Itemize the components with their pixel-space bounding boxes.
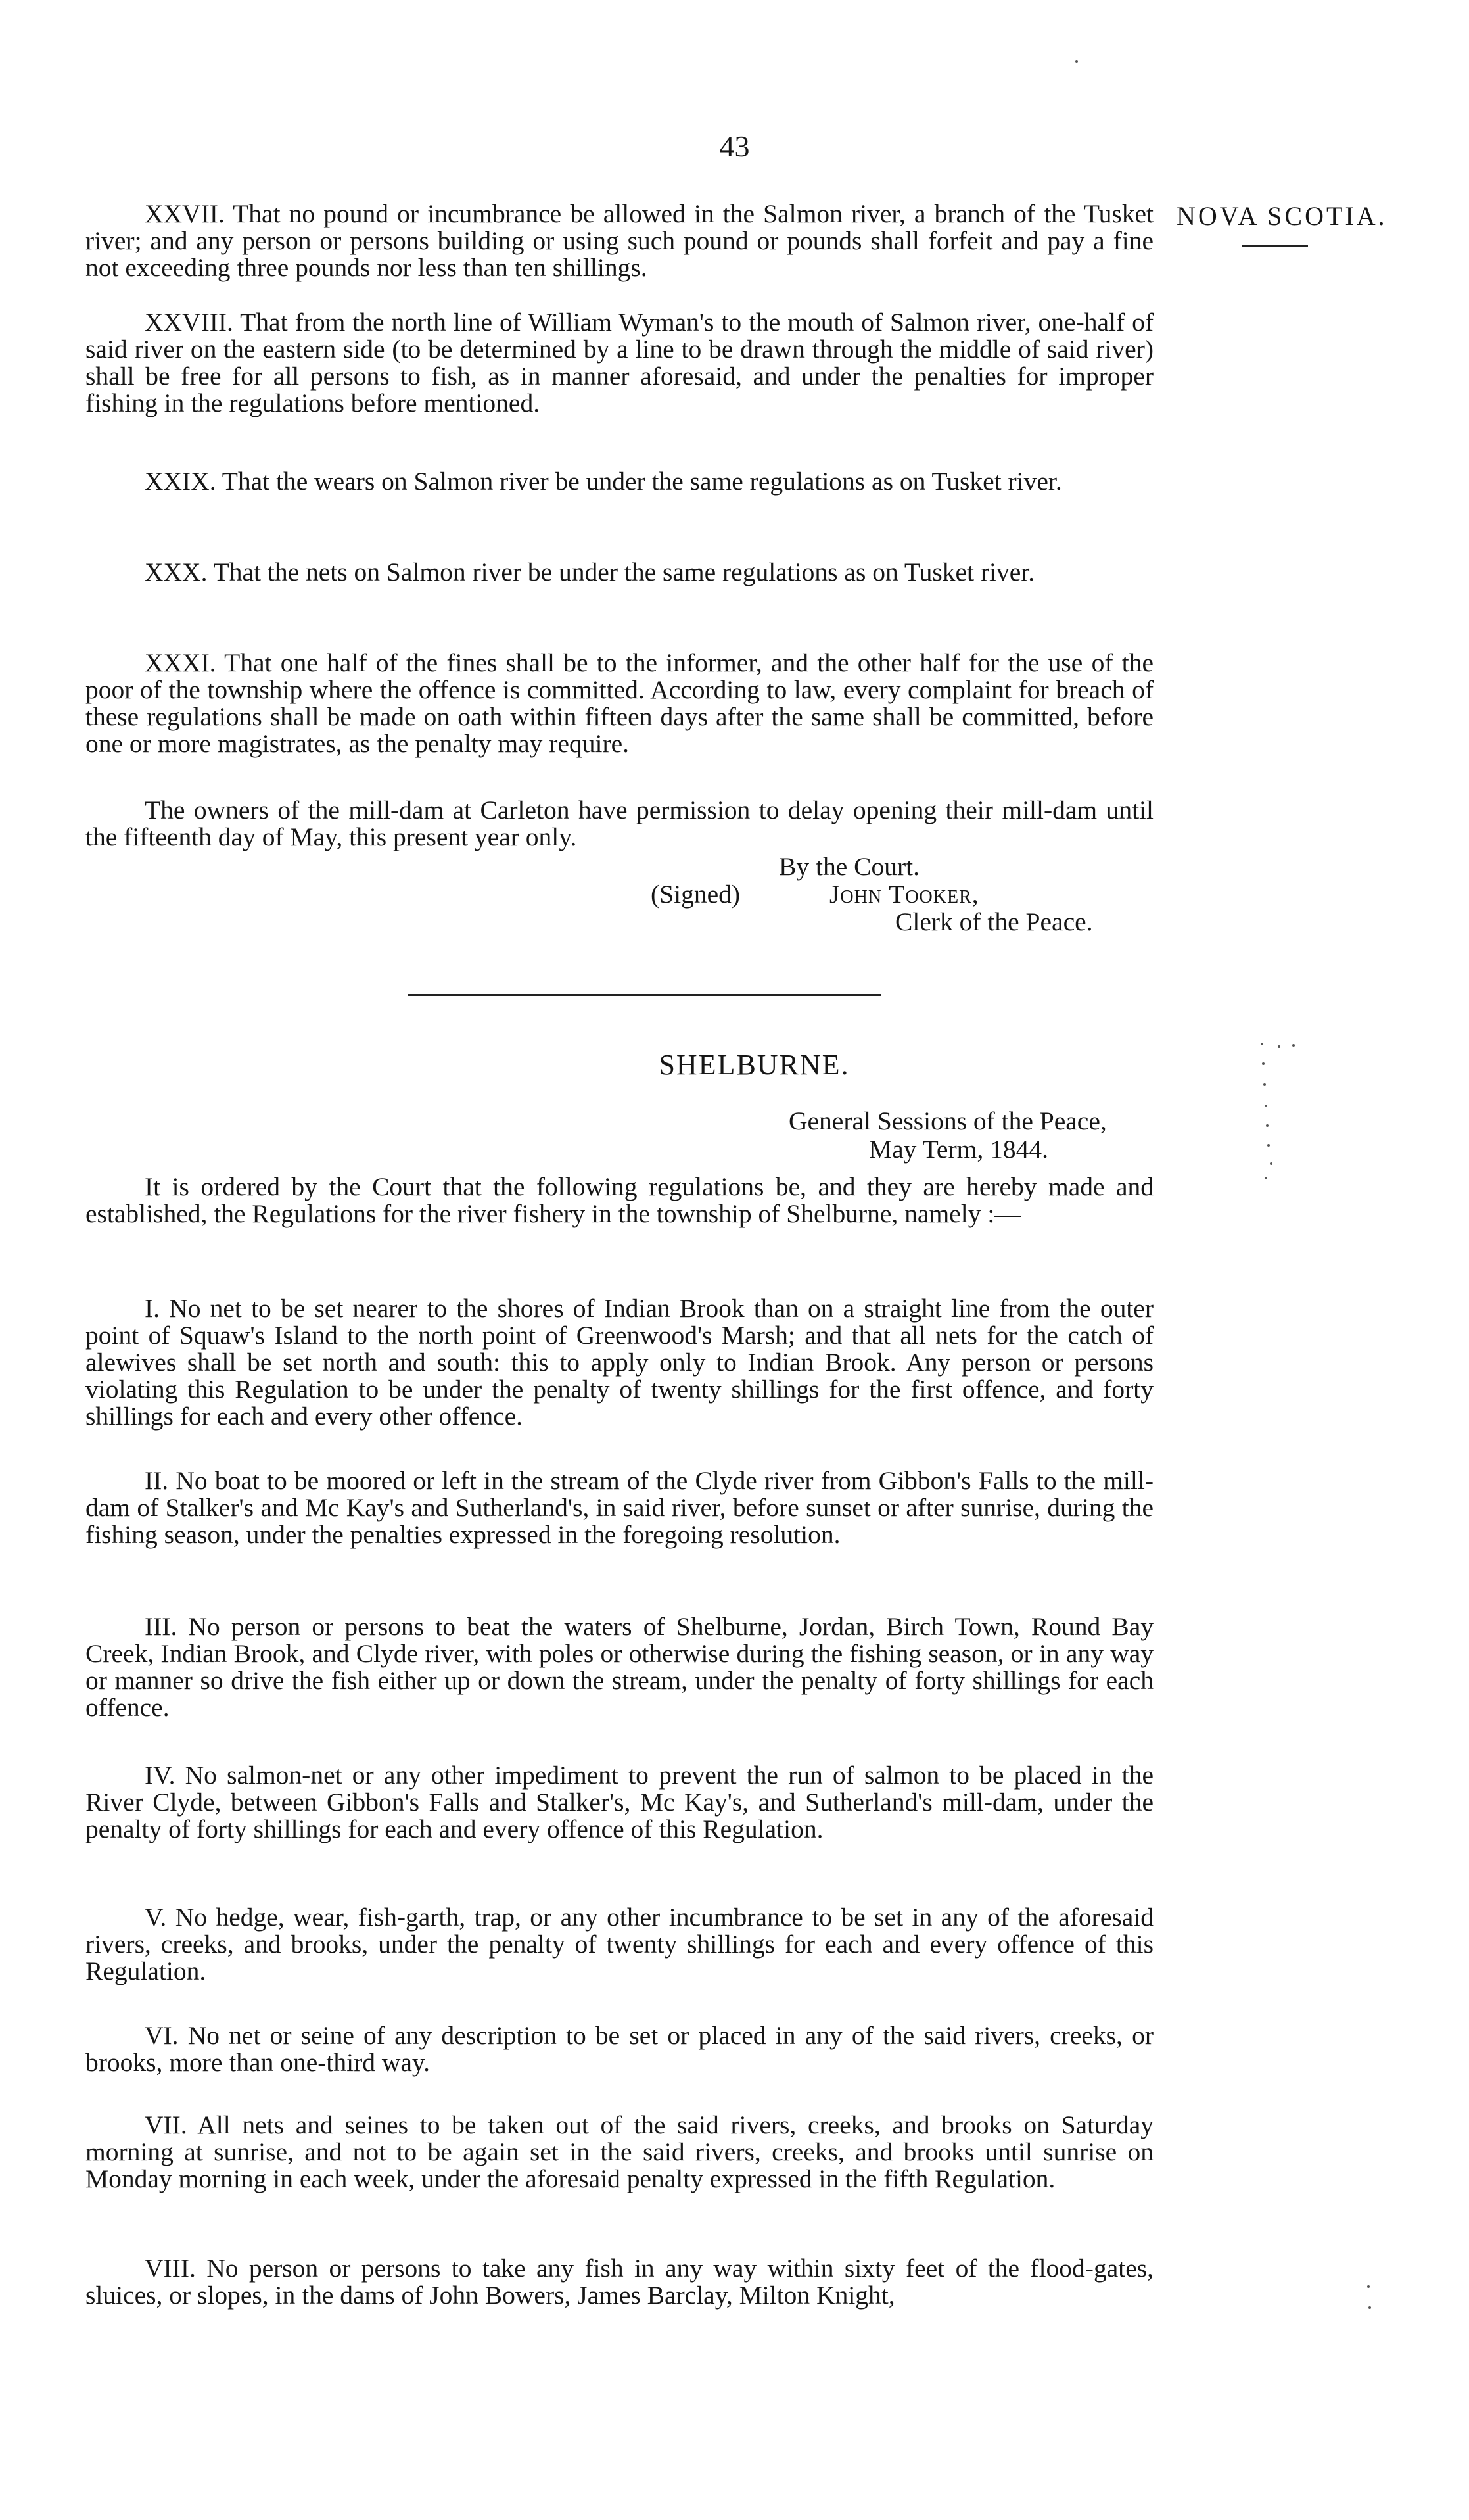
regulation-viii: VIII. No person or persons to take any fish in any way within sixty feet of the flood-gates, sluices, or slopes, in the dams of John Bowers, James Barclay, Milton Knight, [85,2254,1154,2310]
page-number: 43 [719,130,750,163]
regulation-vii: VII. All nets and seines to be taken out of the said rivers, creeks, and brooks on Saturday morning at sunrise, and not to be again set in the said rivers, creeks, and brooks until sunrise on Monday morning in each week, under the aforesaid penalty expressed in the fifth Regulation. [85,2110,1154,2193]
margin-heading-nova-scotia: NOVA SCOTIA. [1177,201,1387,231]
shelburne-intro: It is ordered by the Court that the following regulations be, and they are hereby made and established, the Regulations for the river fishery in the township of Shelburne, namely :— [85,1172,1154,1228]
section-heading-shelburne: SHELBURNE. [659,1049,850,1081]
regulation-vi: VI. No net or seine of any description to be set or placed in any of the said rivers, creeks, or brooks, more than one-third way. [85,2021,1154,2077]
margin-dash [1242,245,1308,247]
by-the-court: By the Court. [779,852,920,881]
regulation-v: V. No hedge, wear, fish-garth, trap, or any other incumbrance to be set in any of the aforesaid rivers, creeks, and brooks, under the penalty of twenty shillings for each and every offence of this Regulation. [85,1903,1154,1985]
regulation-iv: IV. No salmon-net or any other impediment to prevent the run of salmon to be placed in the River Clyde, between Gibbon's Falls and Stalker's, Mc Kay's, and Sutherland's mill-dam, under the penalty of forty shillings for each and every offence of this Regulation. [85,1761,1154,1843]
clerk-name: John Tooker, [829,880,979,909]
regulation-iii: III. No person or persons to beat the waters of Shelburne, Jordan, Birch Town, Round Bay Creek, Indian Brook, and Clyde river, with poles or otherwise during the fishing season, or in any way or manner so drive the fish either up or down the stream, under the penalty of forty shillings for each offence. [85,1612,1154,1722]
regulation-xxviii: XXVIII. That from the north line of William Wyman's to the mouth of Salmon river, one-half of said river on the eastern side (to be determined by a line to be drawn through the middle of said river) shall be free for all persons to fish, as in manner aforesaid, and under the penalties for improper fishing in the regulations before mentioned. [85,308,1154,417]
section-divider [408,994,881,996]
regulation-xxx: XXX. That the nets on Salmon river be under the same regulations as on Tusket river. [145,558,1035,586]
regulation-xxxi: XXXI. That one half of the fines shall be to the informer, and the other half for the use of the poor of the township where the offence is committed. According to law, every complaint for breach of these regulations shall be made on oath within fifteen days after the same shall be committed, before one or more magistrates, as the penalty may require. [85,648,1154,758]
sessions-line: General Sessions of the Peace, [789,1106,1107,1135]
term-line: May Term, 1844. [869,1135,1048,1164]
signed-label: (Signed) [651,880,741,909]
regulation-ii: II. No boat to be moored or left in the stream of the Clyde river from Gibbon's Falls to the mill-dam of Stalker's and Mc Kay's and Sutherland's, in said river, before sunset or after sunrise, during the fishing season, under the penalties expressed in the foregoing resolution. [85,1466,1154,1549]
regulation-i: I. No net to be set nearer to the shores of Indian Brook than on a straight line from the outer point of Squaw's Island to the north point of Greenwood's Marsh; and that all nets for the catch of alewives shall be set north and south: this to apply only to Indian Brook. Any person or persons violating this Regulation to be under the penalty of twenty shillings for the first offence, and forty shillings for each and every other offence. [85,1294,1154,1431]
regulation-xxix: XXIX. That the wears on Salmon river be under the same regulations as on Tusket river. [145,467,1062,496]
clerk-title: Clerk of the Peace. [895,907,1093,936]
regulation-xxvii: XXVII. That no pound or incumbrance be allowed in the Salmon river, a branch of the Tusket river; and any person or persons building or using such pound or pounds shall forfeit and pay a fine not exceeding three pounds nor less than ten shillings. [85,199,1154,282]
mill-dam-notice: The owners of the mill-dam at Carleton have permission to delay opening their mill-dam until the fifteenth day of May, this present year only. [85,796,1154,851]
